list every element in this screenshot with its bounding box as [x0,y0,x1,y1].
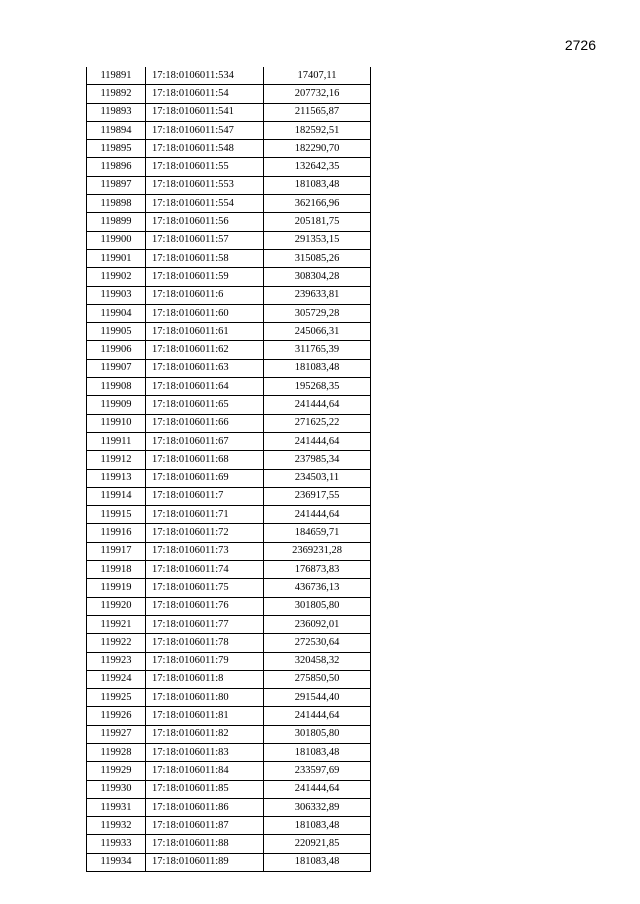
table-row [87,506,371,524]
table-row [87,249,371,267]
value-cell: 182592,51 [264,121,371,139]
value-cell: 241444,64 [264,707,371,725]
value-cell: 241444,64 [264,780,371,798]
cadastral-number-cell: 17:18:0106011:81 [146,707,264,725]
row-number-cell: 119909 [87,396,146,414]
row-number-cell: 119929 [87,762,146,780]
cadastral-number-cell: 17:18:0106011:83 [146,743,264,761]
cadastral-number-cell: 17:18:0106011:72 [146,524,264,542]
table-row [87,689,371,707]
value-cell: 315085,26 [264,249,371,267]
value-cell: 181083,48 [264,853,371,871]
table-row [87,451,371,469]
table-row [87,762,371,780]
cadastral-number-cell: 17:18:0106011:74 [146,561,264,579]
row-number-cell: 119923 [87,652,146,670]
table-row [87,835,371,853]
row-number-cell: 119924 [87,670,146,688]
value-cell: 320458,32 [264,652,371,670]
row-number-cell: 119911 [87,432,146,450]
row-number-cell: 119921 [87,615,146,633]
page-number: 2726 [564,37,596,53]
value-cell: 176873,83 [264,561,371,579]
value-cell: 233597,69 [264,762,371,780]
row-number-cell: 119897 [87,176,146,194]
table-row [87,597,371,615]
table-row [87,652,371,670]
value-cell: 241444,64 [264,506,371,524]
row-number-cell: 119901 [87,249,146,267]
cadastral-number-cell: 17:18:0106011:57 [146,231,264,249]
row-number-cell: 119931 [87,798,146,816]
value-cell: 271625,22 [264,414,371,432]
cadastral-number-cell: 17:18:0106011:548 [146,140,264,158]
cadastral-number-cell: 17:18:0106011:67 [146,432,264,450]
cadastral-number-cell: 17:18:0106011:554 [146,195,264,213]
table-row [87,213,371,231]
row-number-cell: 119927 [87,725,146,743]
table-row [87,707,371,725]
table-row [87,359,371,377]
row-number-cell: 119915 [87,506,146,524]
cadastral-number-cell: 17:18:0106011:82 [146,725,264,743]
table-row [87,743,371,761]
value-cell: 241444,64 [264,396,371,414]
cadastral-number-cell: 17:18:0106011:547 [146,121,264,139]
cadastral-number-cell: 17:18:0106011:80 [146,689,264,707]
row-number-cell: 119912 [87,451,146,469]
row-number-cell: 119926 [87,707,146,725]
cadastral-number-cell: 17:18:0106011:66 [146,414,264,432]
cadastral-number-cell: 17:18:0106011:87 [146,817,264,835]
table-row [87,140,371,158]
table-row [87,67,371,85]
value-cell: 211565,87 [264,103,371,121]
value-cell: 291353,15 [264,231,371,249]
cadastral-number-cell: 17:18:0106011:59 [146,268,264,286]
value-cell: 301805,80 [264,725,371,743]
row-number-cell: 119930 [87,780,146,798]
cadastral-number-cell: 17:18:0106011:88 [146,835,264,853]
row-number-cell: 119917 [87,542,146,560]
row-number-cell: 119933 [87,835,146,853]
row-number-cell: 119900 [87,231,146,249]
cadastral-number-cell: 17:18:0106011:69 [146,469,264,487]
table-row [87,798,371,816]
table-row [87,561,371,579]
cadastral-number-cell: 17:18:0106011:62 [146,341,264,359]
table-row [87,231,371,249]
value-cell: 275850,50 [264,670,371,688]
row-number-cell: 119932 [87,817,146,835]
row-number-cell: 119920 [87,597,146,615]
value-cell: 181083,48 [264,817,371,835]
table-row [87,615,371,633]
table-row [87,286,371,304]
row-number-cell: 119910 [87,414,146,432]
row-number-cell: 119925 [87,689,146,707]
table-row [87,176,371,194]
cadastral-number-cell: 17:18:0106011:58 [146,249,264,267]
value-cell: 306332,89 [264,798,371,816]
value-cell: 308304,28 [264,268,371,286]
value-cell: 2369231,28 [264,542,371,560]
row-number-cell: 119895 [87,140,146,158]
value-cell: 245066,31 [264,323,371,341]
table-row [87,542,371,560]
cadastral-number-cell: 17:18:0106011:61 [146,323,264,341]
row-number-cell: 119893 [87,103,146,121]
cadastral-number-cell: 17:18:0106011:55 [146,158,264,176]
row-number-cell: 119905 [87,323,146,341]
cadastral-number-cell: 17:18:0106011:8 [146,670,264,688]
row-number-cell: 119904 [87,304,146,322]
value-cell: 311765,39 [264,341,371,359]
table-row [87,158,371,176]
cadastral-number-cell: 17:18:0106011:68 [146,451,264,469]
row-number-cell: 119902 [87,268,146,286]
cadastral-number-cell: 17:18:0106011:76 [146,597,264,615]
cadastral-number-cell: 17:18:0106011:78 [146,634,264,652]
row-number-cell: 119891 [87,67,146,85]
table-row [87,725,371,743]
value-cell: 220921,85 [264,835,371,853]
cadastral-number-cell: 17:18:0106011:75 [146,579,264,597]
cadastral-number-cell: 17:18:0106011:86 [146,798,264,816]
table-row [87,378,371,396]
value-cell: 132642,35 [264,158,371,176]
row-number-cell: 119907 [87,359,146,377]
table-body [87,67,371,872]
value-cell: 17407,11 [264,67,371,85]
value-cell: 305729,28 [264,304,371,322]
table-row [87,268,371,286]
row-number-cell: 119899 [87,213,146,231]
table-row [87,469,371,487]
row-number-cell: 119894 [87,121,146,139]
cadastral-number-cell: 17:18:0106011:534 [146,67,264,85]
value-cell: 237985,34 [264,451,371,469]
value-cell: 236917,55 [264,487,371,505]
table-row [87,579,371,597]
table-row [87,195,371,213]
table-row [87,85,371,103]
cadastral-number-cell: 17:18:0106011:85 [146,780,264,798]
row-number-cell: 119896 [87,158,146,176]
table-row [87,670,371,688]
cadastral-number-cell: 17:18:0106011:553 [146,176,264,194]
table-row [87,487,371,505]
value-cell: 181083,48 [264,359,371,377]
value-cell: 184659,71 [264,524,371,542]
row-number-cell: 119906 [87,341,146,359]
value-cell: 236092,01 [264,615,371,633]
row-number-cell: 119916 [87,524,146,542]
cadastral-number-cell: 17:18:0106011:6 [146,286,264,304]
cadastral-number-cell: 17:18:0106011:73 [146,542,264,560]
row-number-cell: 119918 [87,561,146,579]
table-row [87,817,371,835]
row-number-cell: 119934 [87,853,146,871]
row-number-cell: 119928 [87,743,146,761]
row-number-cell: 119913 [87,469,146,487]
table-row [87,414,371,432]
row-number-cell: 119903 [87,286,146,304]
table-row [87,780,371,798]
value-cell: 234503,11 [264,469,371,487]
table-row [87,853,371,871]
value-cell: 181083,48 [264,176,371,194]
cadastral-number-cell: 17:18:0106011:56 [146,213,264,231]
table-row [87,524,371,542]
cadastral-number-cell: 17:18:0106011:541 [146,103,264,121]
table-row [87,432,371,450]
table-row [87,121,371,139]
cadastral-number-cell: 17:18:0106011:77 [146,615,264,633]
value-cell: 362166,96 [264,195,371,213]
table-row [87,103,371,121]
row-number-cell: 119898 [87,195,146,213]
row-number-cell: 119919 [87,579,146,597]
value-cell: 436736,13 [264,579,371,597]
row-number-cell: 119922 [87,634,146,652]
value-cell: 207732,16 [264,85,371,103]
row-number-cell: 119914 [87,487,146,505]
value-cell: 291544,40 [264,689,371,707]
cadastral-number-cell: 17:18:0106011:65 [146,396,264,414]
cadastral-number-cell: 17:18:0106011:71 [146,506,264,524]
value-cell: 205181,75 [264,213,371,231]
cadastral-number-cell: 17:18:0106011:89 [146,853,264,871]
row-number-cell: 119892 [87,85,146,103]
data-table [86,67,371,872]
cadastral-number-cell: 17:18:0106011:63 [146,359,264,377]
value-cell: 239633,81 [264,286,371,304]
table-row [87,396,371,414]
value-cell: 272530,64 [264,634,371,652]
cadastral-number-cell: 17:18:0106011:79 [146,652,264,670]
table-row [87,304,371,322]
value-cell: 195268,35 [264,378,371,396]
table-row [87,634,371,652]
cadastral-number-cell: 17:18:0106011:64 [146,378,264,396]
cadastral-number-cell: 17:18:0106011:54 [146,85,264,103]
table-row [87,323,371,341]
cadastral-number-cell: 17:18:0106011:7 [146,487,264,505]
value-cell: 301805,80 [264,597,371,615]
value-cell: 181083,48 [264,743,371,761]
table-row [87,341,371,359]
row-number-cell: 119908 [87,378,146,396]
value-cell: 182290,70 [264,140,371,158]
cadastral-number-cell: 17:18:0106011:84 [146,762,264,780]
value-cell: 241444,64 [264,432,371,450]
cadastral-number-cell: 17:18:0106011:60 [146,304,264,322]
